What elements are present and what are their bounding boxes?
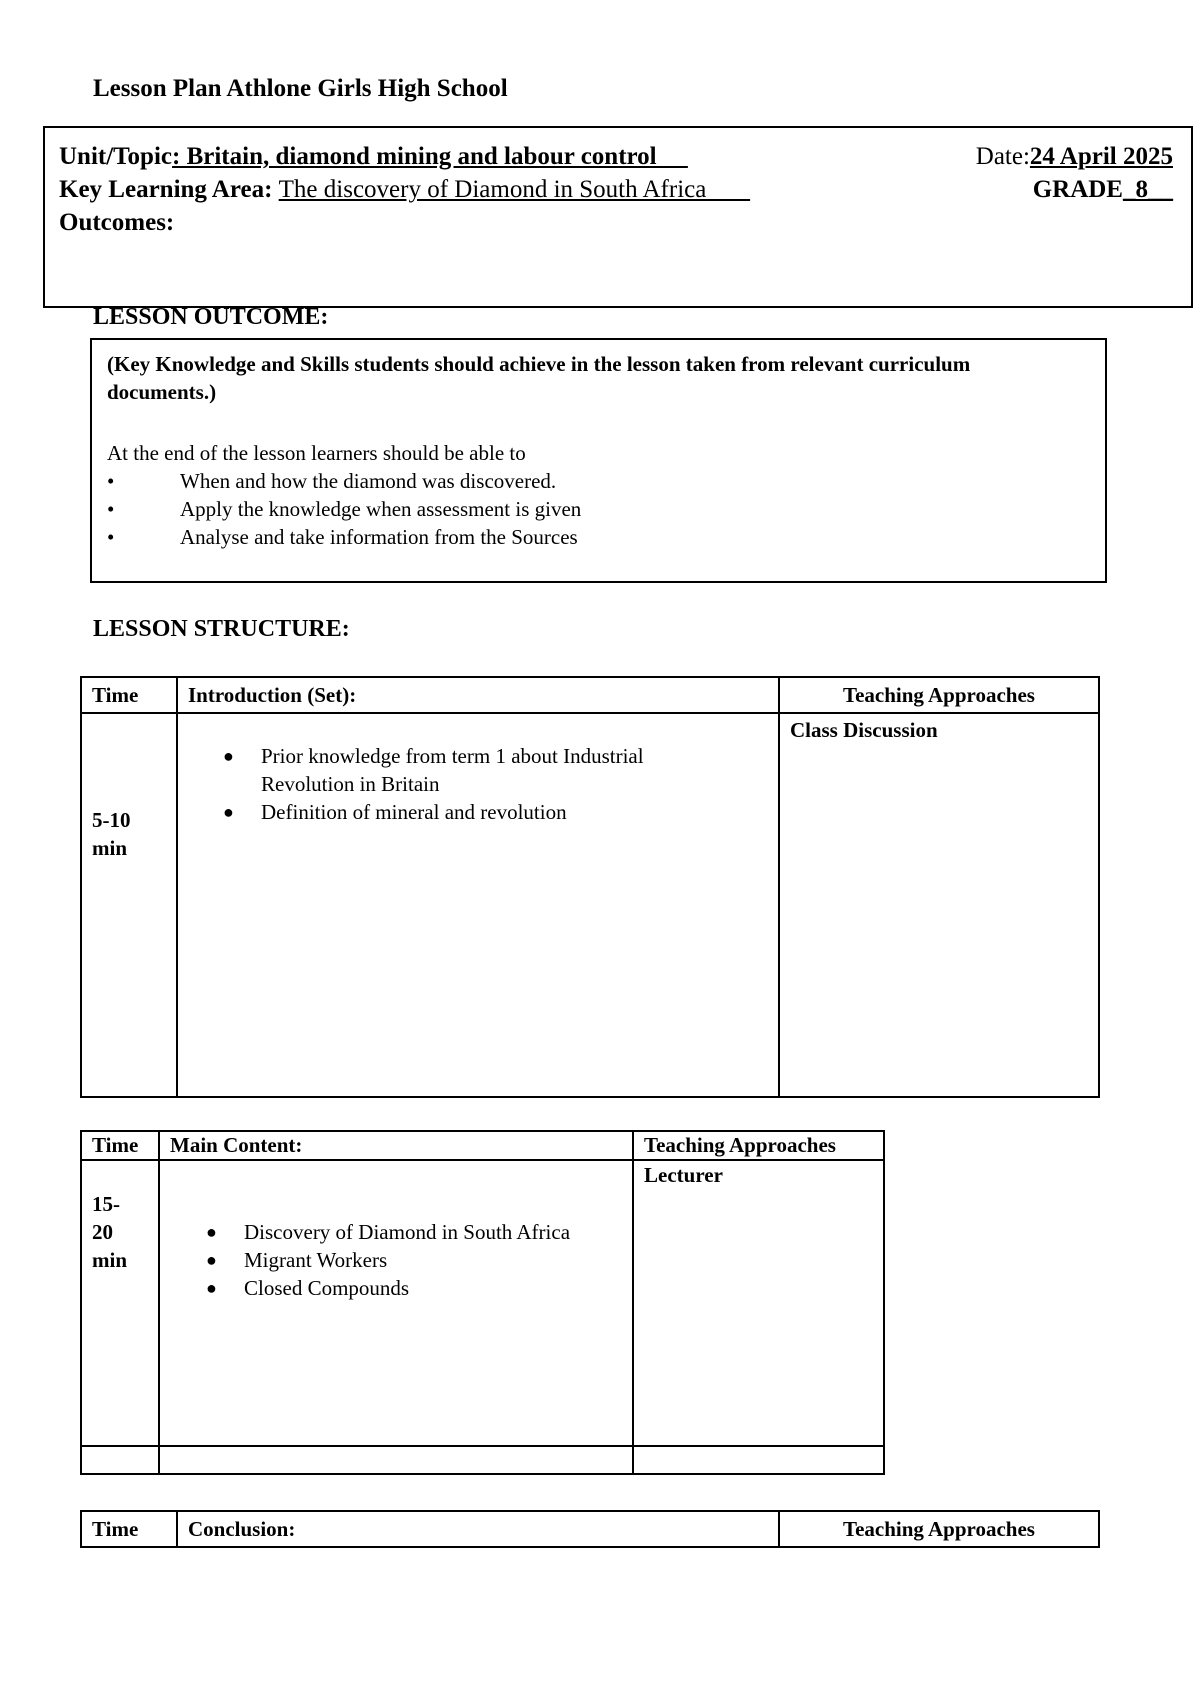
time-value: 5-10 min	[92, 808, 131, 860]
empty-cell	[159, 1446, 633, 1474]
empty-cell	[633, 1446, 884, 1474]
outcomes-label: Outcomes:	[59, 209, 175, 236]
main-content-header: Main Content:	[159, 1131, 633, 1160]
teaching-approaches-header: Teaching Approaches	[779, 677, 1099, 713]
time-header: Time	[81, 1131, 159, 1160]
outcome-note: (Key Knowledge and Skills students should achieve in the lesson taken from relevant curriculum documents.)	[107, 352, 971, 404]
main-content-cell	[159, 1160, 633, 1446]
introduction-header: Introduction (Set):	[177, 677, 779, 713]
document-title: Lesson Plan Athlone Girls High School	[93, 75, 508, 102]
unit-topic-value: : Britain, diamond mining and labour control	[172, 143, 688, 170]
empty-cell	[81, 1446, 159, 1474]
bullet-icon: •	[107, 497, 115, 521]
lesson-outcome-box: (Key Knowledge and Skills students should achieve in the lesson taken from relevant curriculum documents.) At the end of the lesson learners should be able to • When and how the diamond was discovered. • Apply the knowledge when assessment is given • Analyse and take information from the Sources	[90, 338, 1107, 583]
list-item: ● Migrant Workers	[206, 1248, 388, 1272]
list-item: ● Definition of mineral and revolution	[223, 800, 567, 824]
introduction-table	[80, 676, 1100, 1098]
date-label: Date:	[975, 143, 1030, 170]
time-cell	[81, 1160, 159, 1446]
grade-label: GRADE	[1032, 176, 1123, 203]
main-content-table	[80, 1130, 885, 1475]
introduction-list	[223, 742, 741, 826]
bullet-icon: •	[107, 469, 115, 493]
time-value: 15-20 min	[92, 1192, 128, 1272]
list-item: ● Discovery of Diamond in South Africa	[206, 1220, 571, 1244]
approach-cell	[633, 1160, 884, 1446]
conclusion-header: Conclusion:	[177, 1511, 779, 1547]
teaching-approaches-header: Teaching Approaches	[779, 1511, 1099, 1547]
bullet-icon: ●	[223, 746, 234, 766]
grade-line	[1033, 173, 1173, 206]
unit-topic-label: Unit/Topic	[59, 143, 173, 170]
time-header: Time	[81, 1511, 177, 1547]
approach-value: Lecturer	[644, 1163, 723, 1187]
date-line	[976, 140, 1173, 173]
table-row	[81, 713, 1099, 1097]
table-row-empty	[81, 1446, 884, 1474]
unit-topic-line	[59, 140, 688, 173]
time-header: Time	[81, 677, 177, 713]
approach-cell	[779, 713, 1099, 1097]
table-header-row	[81, 677, 1099, 713]
key-learning-area-line	[59, 173, 750, 206]
conclusion-table	[80, 1510, 1100, 1548]
table-header-row	[81, 1511, 1099, 1547]
date-value: 24 April 2025	[1029, 143, 1173, 170]
outcome-intro: At the end of the lesson learners should be able to	[107, 441, 526, 465]
lesson-outcome-heading: LESSON OUTCOME:	[93, 304, 329, 330]
bullet-icon: ●	[206, 1222, 217, 1242]
introduction-content-cell	[177, 713, 779, 1097]
key-learning-area-value: The discovery of Diamond in South Africa	[278, 176, 751, 203]
main-content-list	[206, 1218, 632, 1302]
bullet-icon: •	[107, 525, 115, 549]
lesson-structure-heading: LESSON STRUCTURE:	[93, 616, 350, 642]
bullet-icon: ●	[223, 802, 234, 822]
bullet-icon: ●	[206, 1250, 217, 1270]
list-item: ● Prior knowledge from term 1 about Industrial Revolution in Britain	[223, 744, 644, 796]
header-box	[43, 126, 1193, 308]
grade-value: _8__	[1123, 176, 1173, 203]
key-learning-area-label: Key Learning Area:	[59, 176, 279, 203]
bullet-icon: ●	[206, 1278, 217, 1298]
time-cell	[81, 713, 177, 1097]
table-row	[81, 1160, 884, 1446]
approach-value: Class Discussion	[790, 718, 938, 742]
table-header-row	[81, 1131, 884, 1160]
list-item: ● Closed Compounds	[206, 1276, 410, 1300]
teaching-approaches-header: Teaching Approaches	[633, 1131, 884, 1160]
